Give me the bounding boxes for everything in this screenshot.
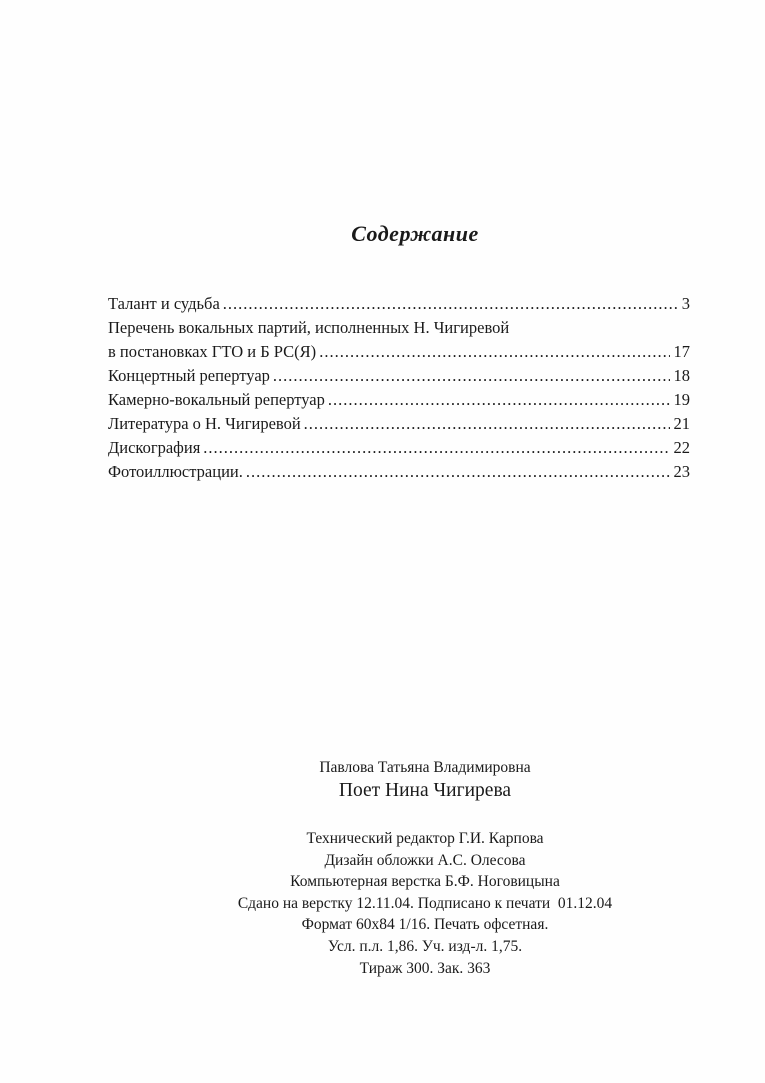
toc-entry-label: Концертный репертуар [108,366,270,385]
imprint-block [60,828,765,979]
toc-entry-label: Талант и судьба [108,294,220,313]
dot-leader [328,388,670,412]
toc-entry-page-number: 22 [673,438,690,457]
dot-leader [203,436,669,460]
dot-leader [319,340,669,364]
toc-entry-label-continuation: в постановках ГТО и Б РС(Я) [108,342,317,361]
imprint-line-print-run: Тираж 300. Зак. 363 [359,959,491,977]
toc-entry [108,364,690,388]
toc-entry-page-number: 17 [673,342,690,361]
imprint-line-layout: Компьютерная верстка Б.Ф. Ноговицына [290,873,560,891]
imprint-line-cover-design: Дизайн обложки А.С. Олесова [324,851,526,869]
toc-entry-label: Перечень вокальных партий, исполненных Н. Чигиревой [108,318,510,337]
imprint-line-dates: Сдано на верстку 12.11.04. Подписано к печати 01.12.04 [237,894,613,912]
page-title: Содержание [351,221,479,246]
toc-entry-page-number: 19 [673,390,690,409]
toc-entry [108,412,690,436]
toc-entry-page-number: 18 [673,366,690,385]
dot-leader [273,364,670,388]
imprint-line-editor: Технический редактор Г.И. Карпова [306,830,544,847]
toc-entry [108,388,690,412]
toc-entry [108,460,690,484]
table-of-contents [108,292,690,484]
dot-leader [223,292,678,316]
book-title: Поет Нина Чигирева [338,780,512,801]
author-name: Павлова Татьяна Владимировна [319,759,531,776]
toc-entry-label: Камерно-вокальный репертуар [108,390,325,409]
colophon [60,757,765,979]
imprint-line-sheets: Усл. п.л. 1,86. Уч. изд-л. 1,75. [327,937,523,955]
toc-entry [108,436,690,460]
toc-entry [108,316,690,364]
dot-leader [304,412,670,436]
toc-entry-page-number: 3 [681,294,690,313]
toc-entry-line-1 [108,316,690,340]
dot-leader [246,460,670,484]
toc-entry-label: Фотоиллюстрации. [108,462,243,481]
toc-entry-line-2 [108,340,690,364]
toc-entry [108,292,690,316]
toc-entry-label: Литература о Н. Чигиревой [108,414,301,433]
toc-entry-label: Дискография [108,438,201,457]
imprint-line-format: Формат 60х84 1/16. Печать офсетная. [301,916,549,934]
toc-entry-page-number: 21 [673,414,690,433]
toc-entry-page-number: 23 [673,462,690,481]
